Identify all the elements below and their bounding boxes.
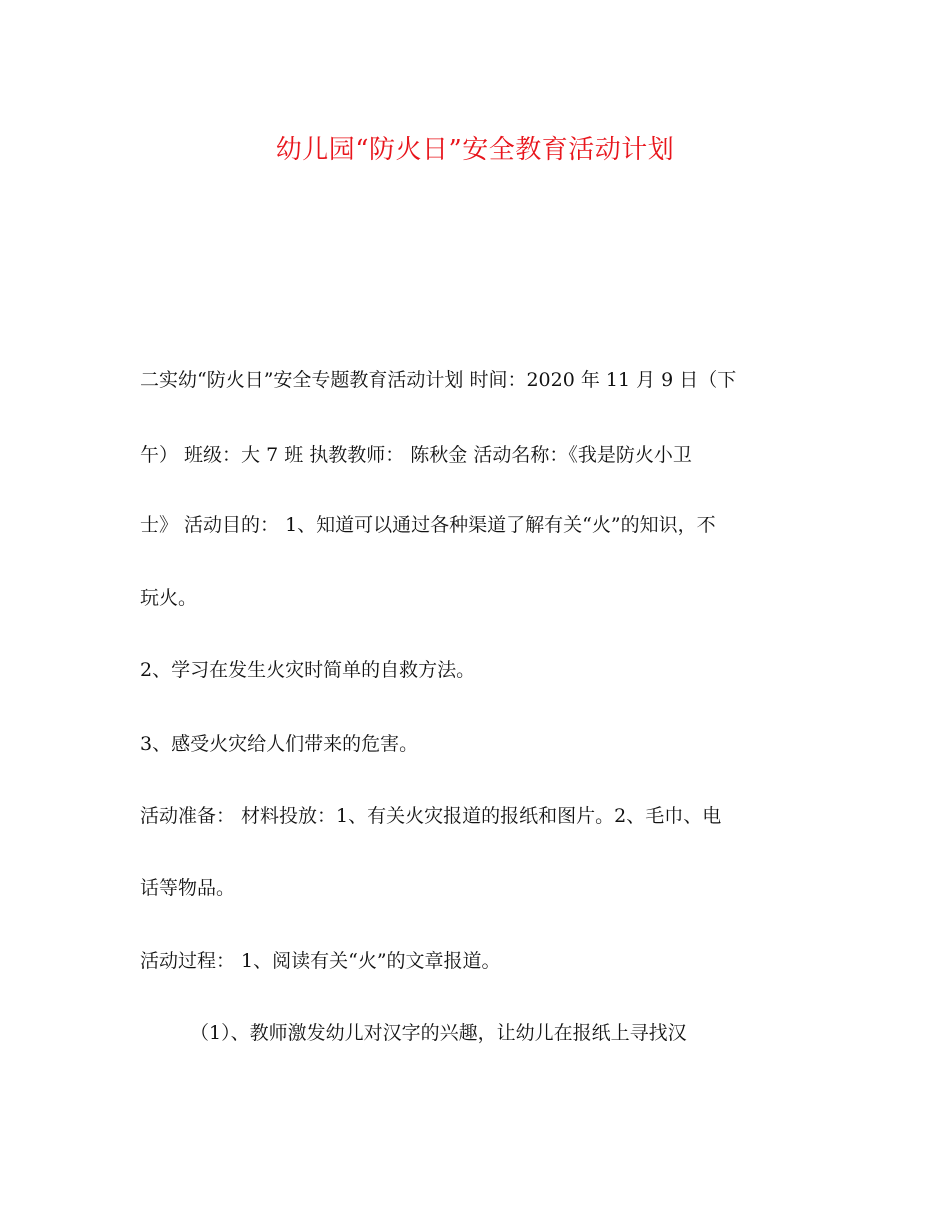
paragraph-line-10: （1）、教师激发幼儿对汉字的兴趣，让幼儿在报纸上寻找汉 [190, 1022, 687, 1044]
paragraph-line-8: 话等物品。 [140, 877, 236, 899]
paragraph-line-5: 2、学习在发生火灾时简单的自救方法。 [140, 659, 476, 681]
paragraph-line-7: 活动准备： 材料投放：1、有关火灾报道的报纸和图片。2、毛巾、电 [140, 805, 722, 827]
paragraph-line-1: 二实幼“防火日”安全专题教育活动计划 时间：2020 年 11 月 9 日（下 [140, 369, 737, 391]
document-title: 幼儿园“防火日”安全教育活动计划 [275, 135, 675, 165]
paragraph-line-4: 玩火。 [140, 587, 198, 609]
paragraph-line-2: 午） 班级：大 7 班 执教教师： 陈秋金 活动名称：《我是防火小卫 [140, 444, 692, 466]
paragraph-line-9: 活动过程： 1、阅读有关“火”的文章报道。 [140, 950, 501, 972]
paragraph-line-6: 3、感受火灾给人们带来的危害。 [140, 733, 419, 755]
paragraph-line-3: 士》 活动目的： 1、知道可以通过各种渠道了解有关“火”的知识，不 [140, 514, 716, 536]
